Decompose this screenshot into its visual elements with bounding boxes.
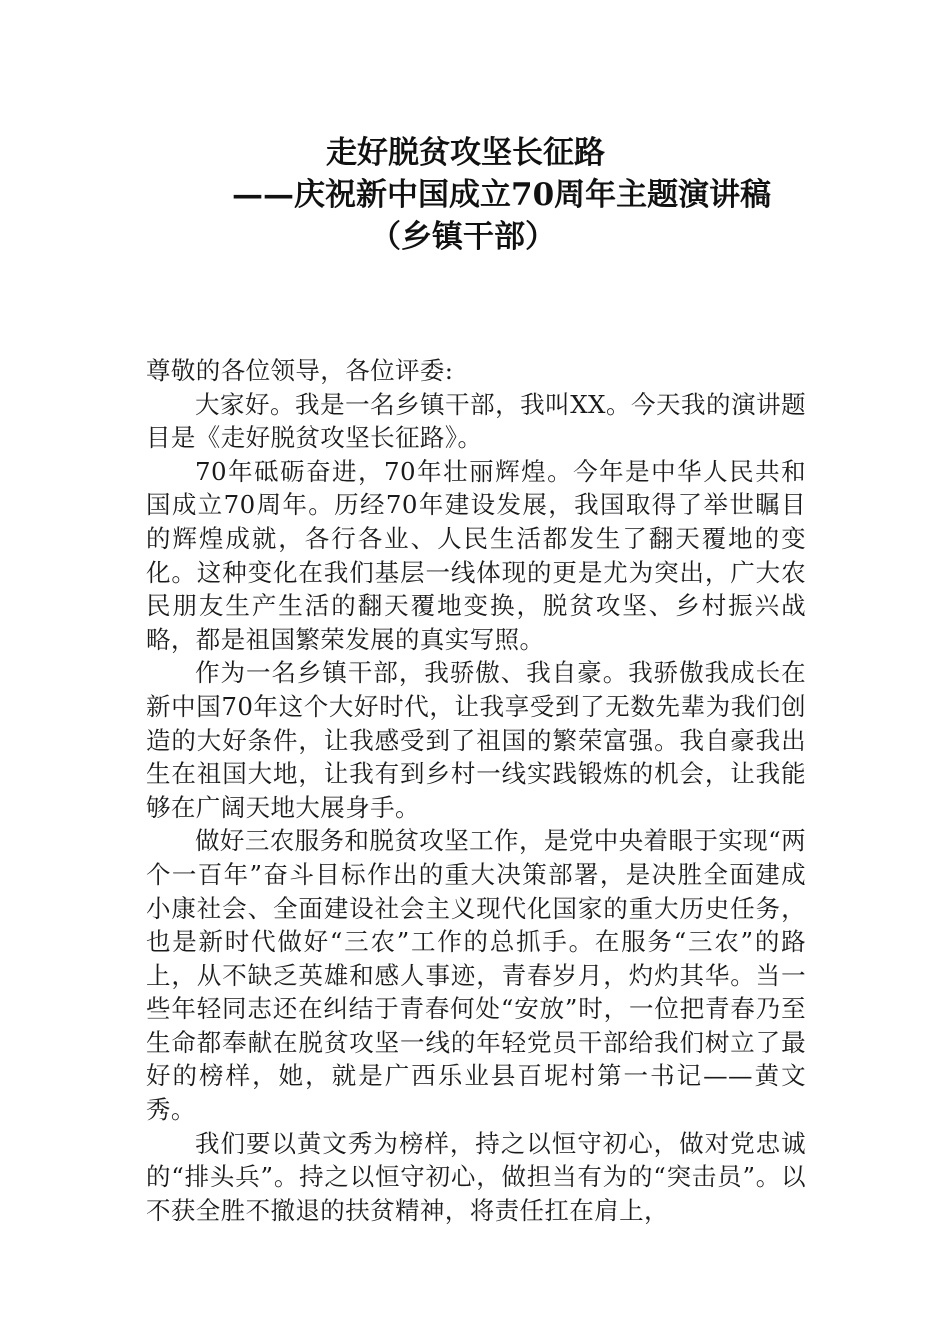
paragraph-3: 作为一名乡镇干部，我骄傲、我自豪。我骄傲我成长在新中国70年这个大好时代，让我享受到了无数先辈为我们创造的大好条件，让我感受到了祖国的繁荣富强。我自豪我出生在祖国大地，让我有到乡村一线实践锻炼的机会，让我能够在广阔天地大展身手。	[146, 658, 806, 822]
paragraph-5: 我们要以黄文秀为榜样，持之以恒守初心，做对党忠诚的“排头兵”。持之以恒守初心，做担当有为的“突击员”。以不获全胜不撤退的扶贫精神，将责任扛在肩上，	[146, 1128, 806, 1225]
paragraph-2: 70年砥砺奋进，70年壮丽辉煌。今年是中华人民共和国成立70周年。历经70年建设发展，我国取得了举世瞩目的辉煌成就，各行各业、人民生活都发生了翻天覆地的变化。这种变化在我们基层一线体现的更是尤为突出，广大农民朋友生产生活的翻天覆地变换，脱贫攻坚、乡村振兴战略，都是祖国繁荣发展的真实写照。	[146, 456, 806, 654]
paragraph-4: 做好三农服务和脱贫攻坚工作，是党中央着眼于实现“两个一百年”奋斗目标作出的重大决策部署，是决胜全面建成小康社会、全面建设社会主义现代化国家的重大历史任务，也是新时代做好“三农”工作的总抓手。在服务“三农”的路上，从不缺乏英雄和感人事迹，青春岁月，灼灼其华。当一些年轻同志还在纠结于青春何处“安放”时，一位把青春乃至生命都奉献在脱贫攻坚一线的年轻党员干部给我们树立了最好的榜样，她，就是广西乐业县百坭村第一书记——黄文秀。	[146, 826, 806, 1125]
salutation: 尊敬的各位领导，各位评委:	[146, 356, 454, 385]
document-body	[146, 354, 806, 1227]
document-subtitle: ——庆祝新中国成立70周年主题演讲稿	[232, 177, 772, 213]
paragraph-1: 大家好。我是一名乡镇干部，我叫XX。今天我的演讲题目是《走好脱贫攻坚长征路》。	[146, 389, 806, 453]
document-title: 走好脱贫攻坚长征路	[326, 135, 605, 171]
document-author-note: （乡镇干部）	[370, 219, 556, 255]
